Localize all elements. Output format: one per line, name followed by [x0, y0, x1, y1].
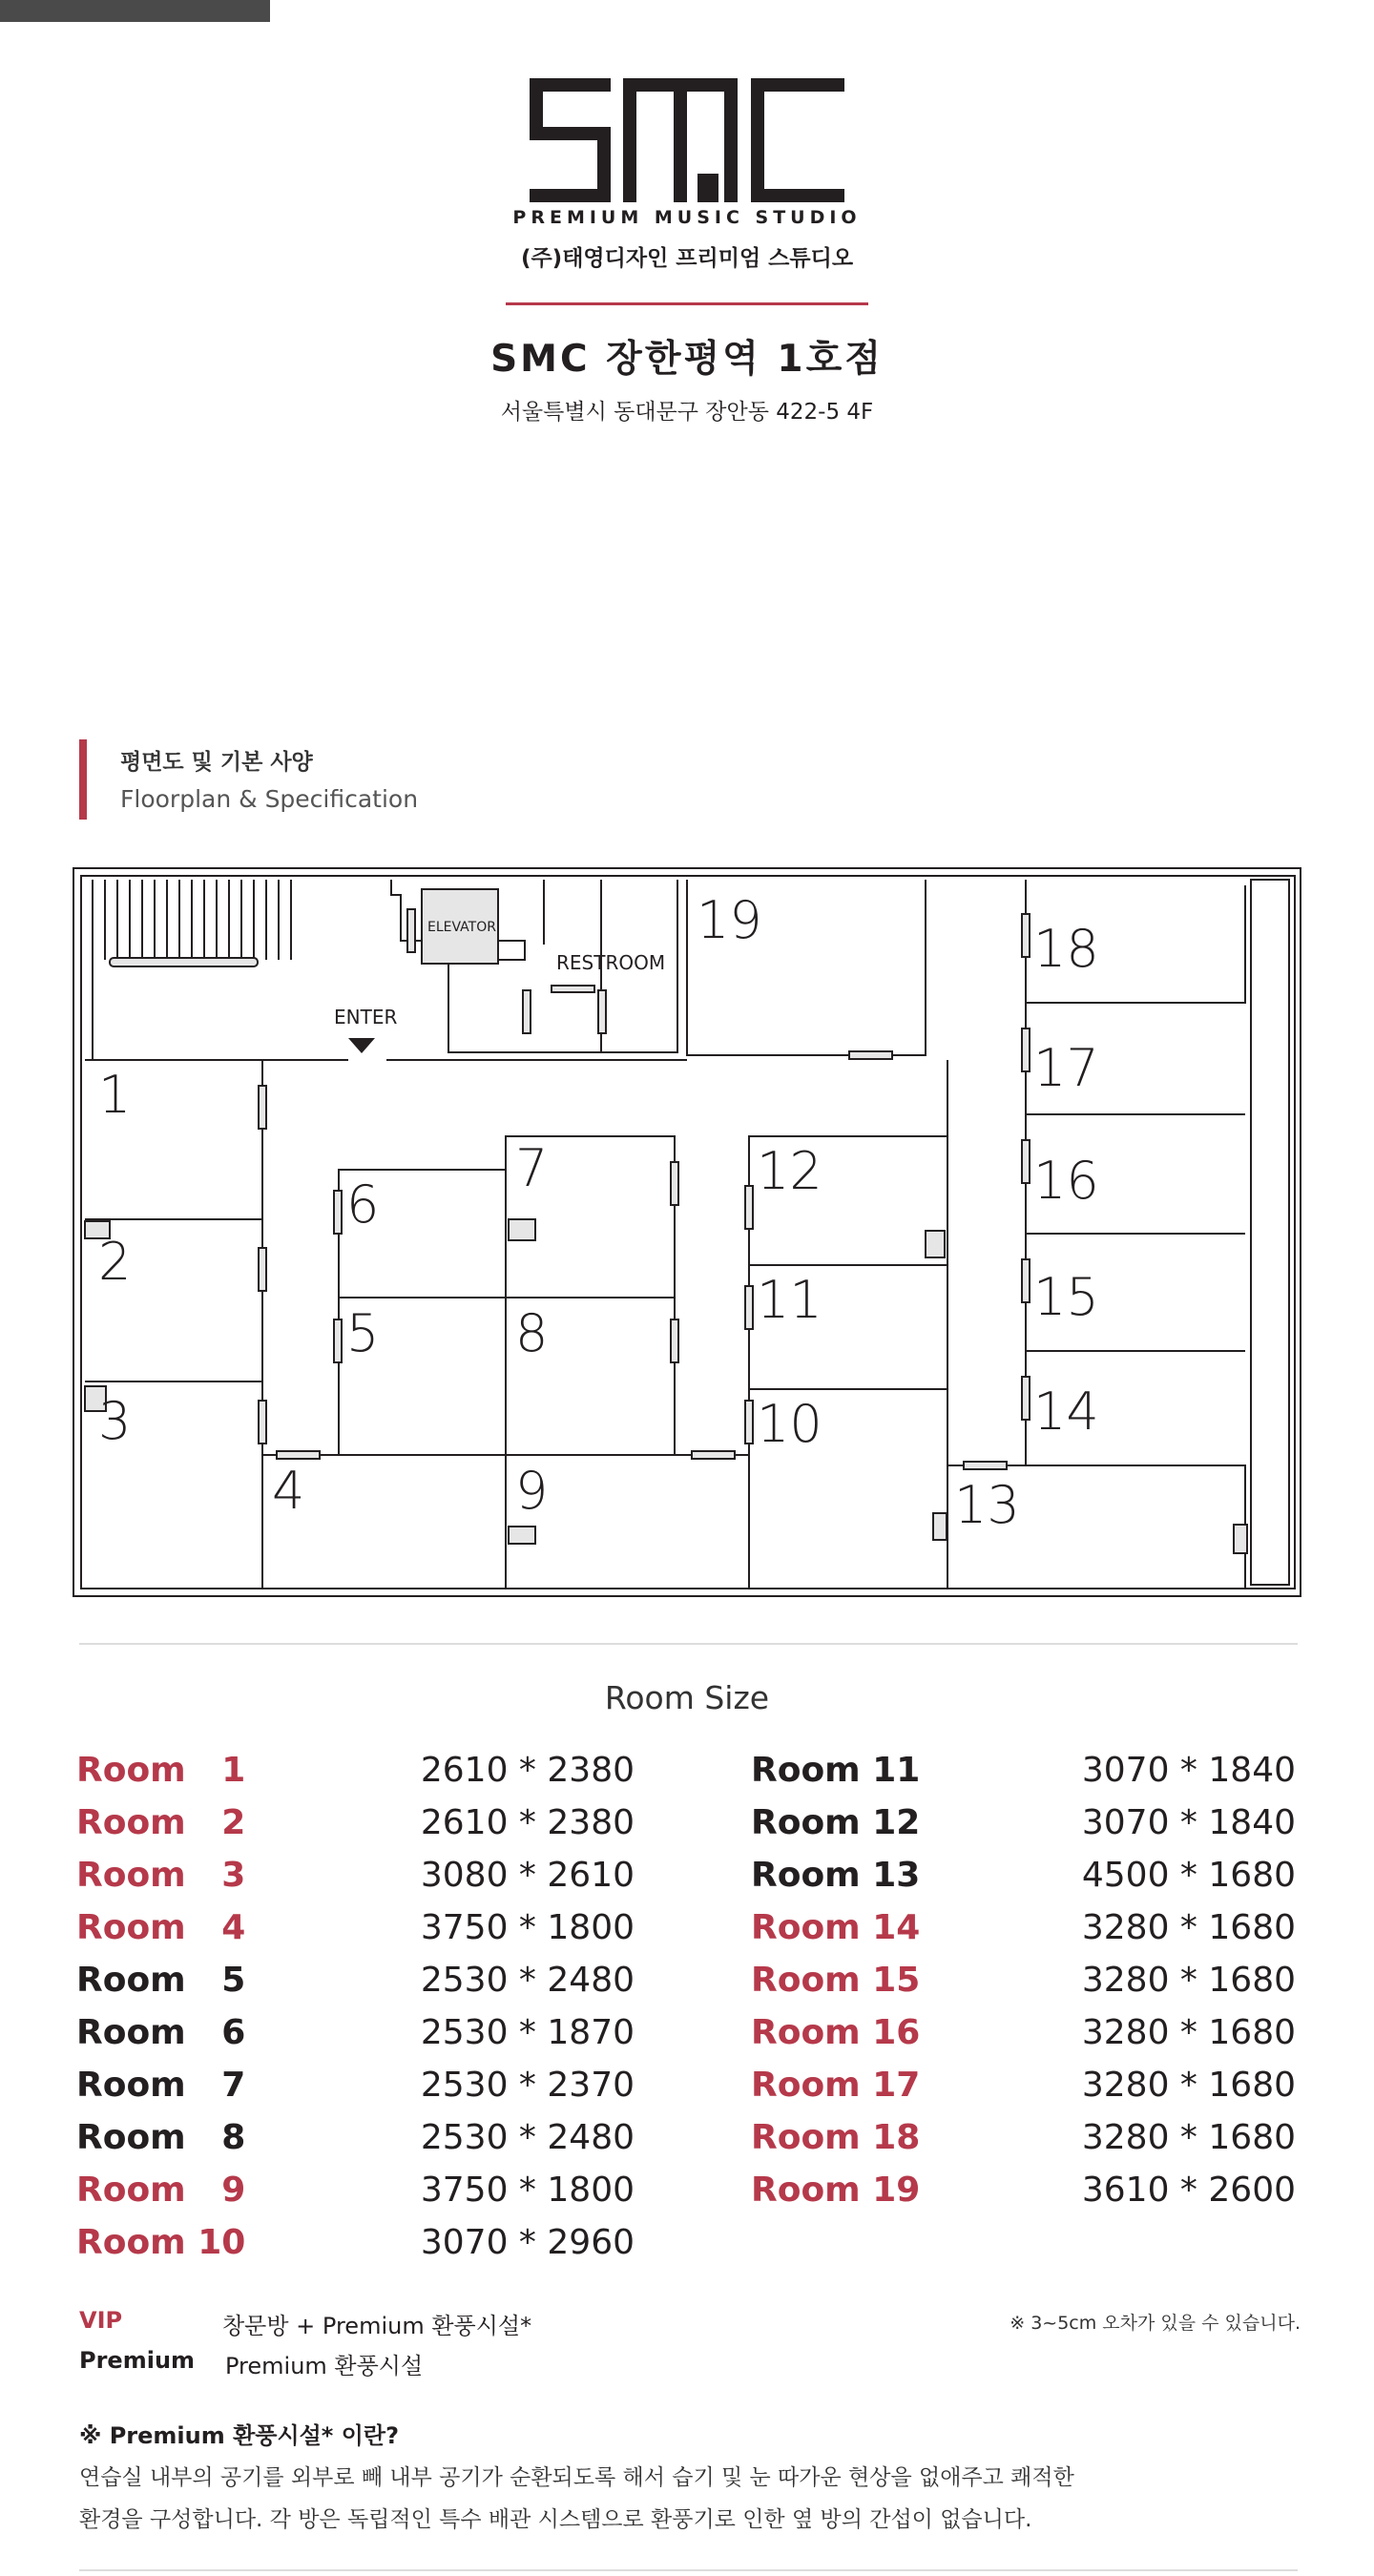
- room-number: 10: [757, 1394, 822, 1454]
- room-number: 12: [757, 1141, 822, 1201]
- room-number: 8: [515, 1303, 549, 1363]
- room-dimensions: 2530 * 1870: [420, 2013, 635, 2052]
- elevator-label: ELEVATOR: [427, 920, 496, 935]
- room-dimensions: 3280 * 1680: [1081, 2013, 1296, 2052]
- room-dimensions: 3610 * 2600: [1081, 2171, 1296, 2210]
- room-name: Room 6: [76, 2013, 246, 2052]
- premium-info-desc: [79, 2457, 1320, 2541]
- room-number: 15: [1033, 1267, 1099, 1327]
- room-dimensions: 2530 * 2480: [420, 1961, 635, 2000]
- vip-desc: 창문방 + Premium 환풍시설*: [222, 2313, 532, 2339]
- room-number: 4: [272, 1461, 305, 1521]
- premium-info-title: ※ Premium 환풍시설* 이란?: [79, 2422, 400, 2449]
- room-dimensions: 2530 * 2370: [420, 2066, 635, 2105]
- room-number: 6: [346, 1174, 380, 1235]
- stairs-icon: [93, 880, 291, 1060]
- room-number: 18: [1033, 919, 1099, 979]
- room-dimensions: 3280 * 1680: [1081, 2066, 1296, 2105]
- branch-address: 서울특별시 동대문구 장안동 422-5 4F: [500, 400, 874, 425]
- tolerance-note: ※ 3~5cm 오차가 있을 수 있습니다.: [1010, 2313, 1301, 2334]
- section-title-en: Floorplan & Specification: [120, 785, 419, 813]
- room-dimensions: 2530 * 2480: [420, 2118, 635, 2157]
- room-number: 7: [515, 1138, 549, 1198]
- brand-tagline: PREMIUM MUSIC STUDIO: [512, 207, 862, 228]
- room-dimensions: 3070 * 1840: [1081, 1803, 1296, 1842]
- restroom-label: RESTROOM: [556, 951, 666, 974]
- room-size-row: [0, 1803, 1374, 1851]
- divider: [506, 302, 868, 305]
- room-number: 5: [346, 1303, 380, 1363]
- room-number: 1: [98, 1065, 132, 1125]
- room-name: Room 14: [751, 1908, 921, 1947]
- room-dimensions: 3280 * 1680: [1081, 2118, 1296, 2157]
- premium-label: Premium: [79, 2347, 196, 2374]
- room-size-row: [0, 1908, 1374, 1956]
- room-name: Room 19: [751, 2171, 921, 2210]
- room-number: 16: [1033, 1151, 1099, 1211]
- room-number: 19: [697, 890, 762, 950]
- room-name: Room 7: [76, 2066, 246, 2105]
- room-dimensions: 3070 * 1840: [1081, 1751, 1296, 1790]
- room-size-row: [0, 1961, 1374, 2008]
- room-dimensions: 3080 * 2610: [420, 1856, 635, 1895]
- room-number: 14: [1033, 1381, 1099, 1442]
- premium-info-line: 환경을 구성합니다. 각 방은 독립적인 특수 배관 시스템으로 환풍기로 인한 옆 방의 간섭이 없습니다.: [79, 2507, 1032, 2532]
- room-dimensions: 3750 * 1800: [420, 2171, 635, 2210]
- room-size-row: [0, 2013, 1374, 2061]
- room-name: Room 10: [76, 2223, 246, 2262]
- room-dimensions: 2610 * 2380: [420, 1751, 635, 1790]
- floorplan: [72, 866, 1302, 1598]
- room-name: Room 17: [751, 2066, 921, 2105]
- room-dimensions: 3280 * 1680: [1081, 1961, 1296, 2000]
- enter-label: ENTER: [334, 1006, 398, 1028]
- room-name: Room 8: [76, 2118, 246, 2157]
- room-number: 13: [954, 1475, 1020, 1535]
- room-dimensions: 3280 * 1680: [1081, 1908, 1296, 1947]
- divider: [79, 2569, 1298, 2571]
- room-size-row: [0, 1856, 1374, 1903]
- smc-logo: [530, 78, 844, 202]
- room-size-title: Room Size: [604, 1679, 770, 1716]
- section-title-ko: 평면도 및 기본 사양: [120, 750, 313, 775]
- room-name: Room 9: [76, 2171, 246, 2210]
- enter-arrow-icon: [348, 1038, 375, 1053]
- room-dimensions: 4500 * 1680: [1081, 1856, 1296, 1895]
- room-name: Room 4: [76, 1908, 246, 1947]
- room-number: 3: [98, 1391, 132, 1451]
- room-number: 9: [515, 1461, 549, 1521]
- room-number: 11: [757, 1270, 822, 1330]
- section-accent-bar: [79, 739, 87, 820]
- premium-info-line: 연습실 내부의 공기를 외부로 빼 내부 공기가 순환되도록 해서 습기 및 눈 따가운 현상을 없애주고 쾌적한: [79, 2465, 1074, 2490]
- company-name: (주)태영디자인 프리미엄 스튜디오: [520, 246, 854, 271]
- room-name: Room 16: [751, 2013, 921, 2052]
- room-size-row: [0, 1751, 1374, 1798]
- room-size-row: [0, 2118, 1374, 2166]
- divider: [79, 1643, 1298, 1645]
- room-size-row: [0, 2066, 1374, 2113]
- room-name: Room 3: [76, 1856, 246, 1895]
- premium-desc: Premium 환풍시설: [225, 2353, 424, 2379]
- room-name: Room 18: [751, 2118, 921, 2157]
- vip-label: VIP: [79, 2307, 123, 2334]
- room-number: 17: [1033, 1038, 1099, 1098]
- room-name: Room 5: [76, 1961, 246, 2000]
- room-name: Room 1: [76, 1751, 246, 1790]
- room-number: 2: [98, 1232, 132, 1292]
- room-name: Room 11: [751, 1751, 921, 1790]
- room-dimensions: 3070 * 2960: [420, 2223, 635, 2262]
- branch-title: SMC 장한평역 1호점: [490, 338, 884, 381]
- room-name: Room 13: [751, 1856, 921, 1895]
- room-size-row: [0, 2223, 1374, 2271]
- top-bar: [0, 0, 270, 22]
- room-dimensions: 3750 * 1800: [420, 1908, 635, 1947]
- room-name: Room 12: [751, 1803, 921, 1842]
- room-name: Room 2: [76, 1803, 246, 1842]
- room-name: Room 15: [751, 1961, 921, 2000]
- room-dimensions: 2610 * 2380: [420, 1803, 635, 1842]
- room-size-row: [0, 2171, 1374, 2218]
